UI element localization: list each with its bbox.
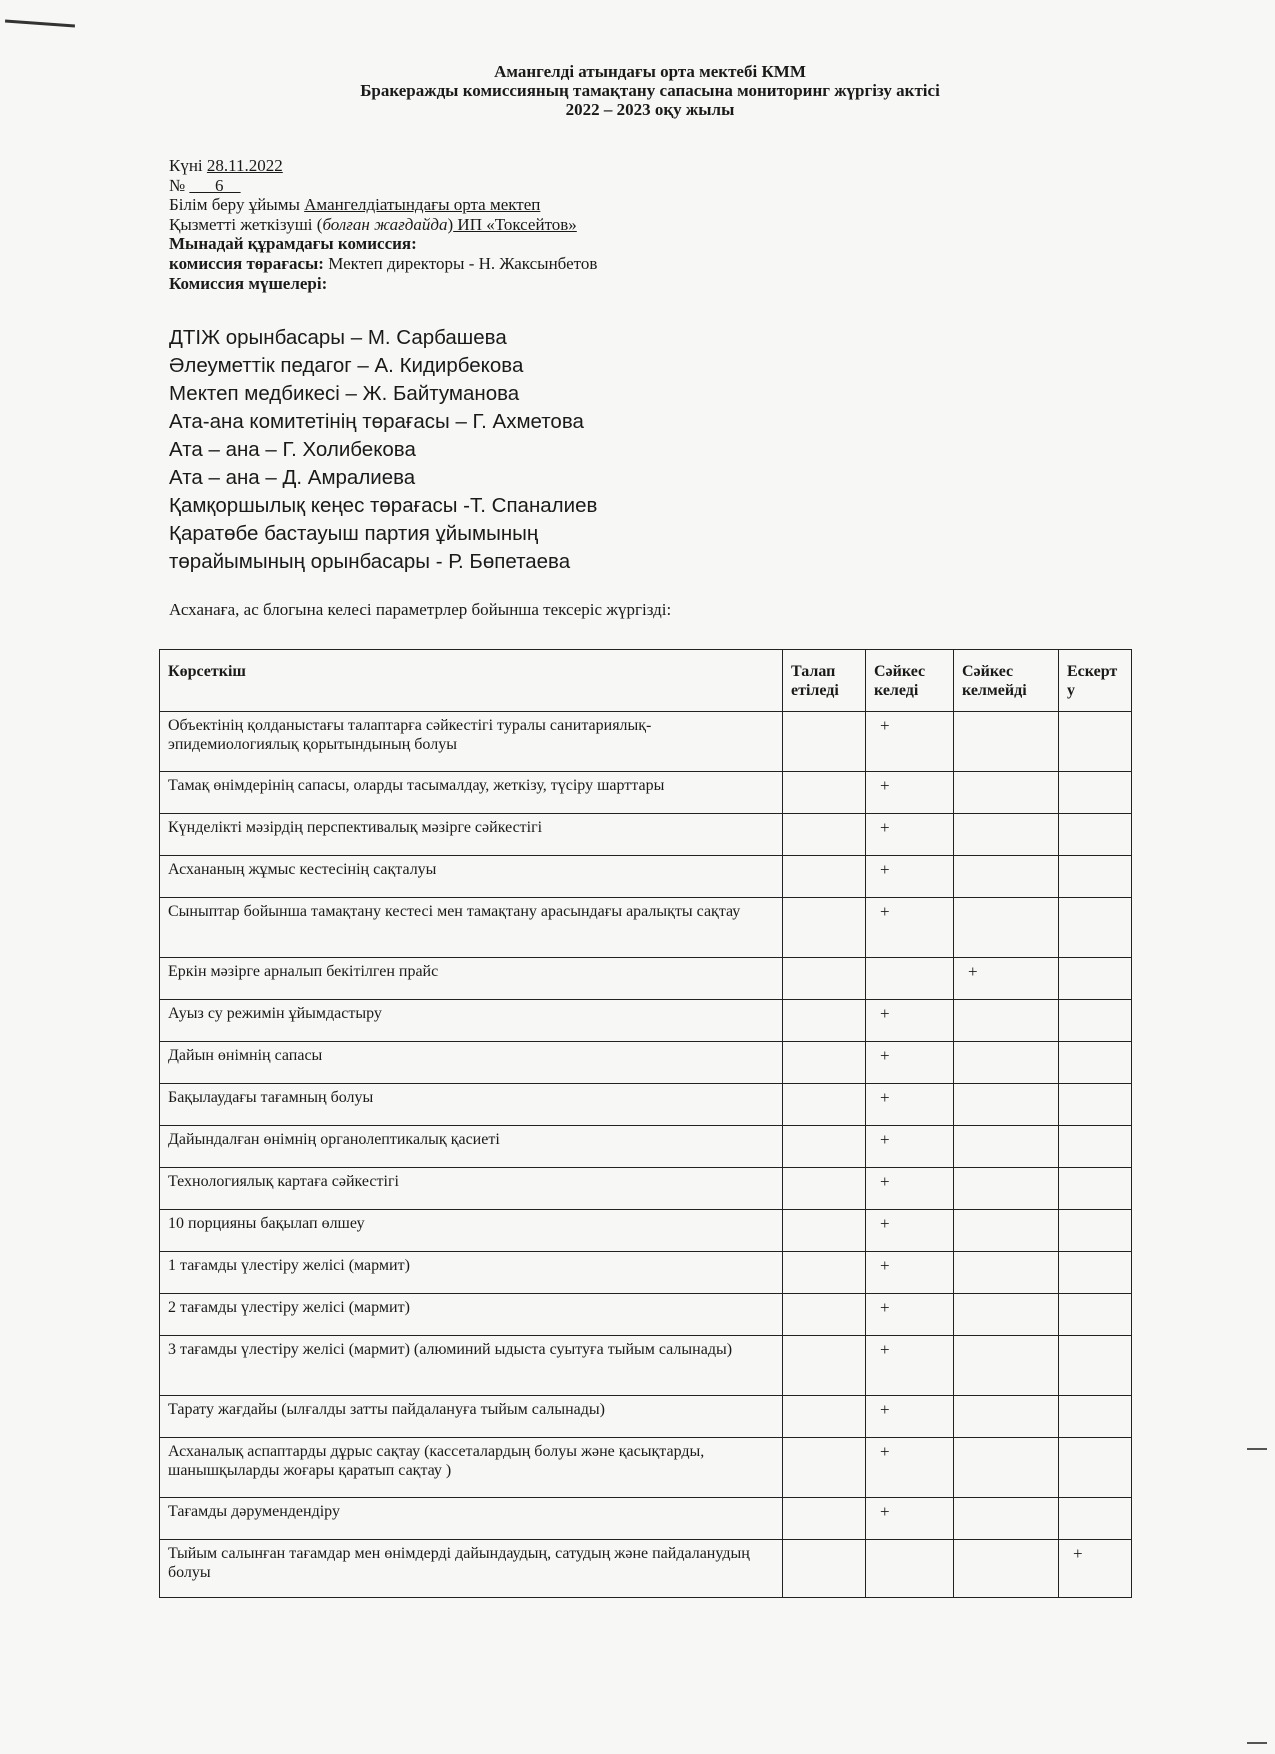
mark-cell <box>866 958 954 1000</box>
mark-cell <box>1059 856 1132 898</box>
mark-cell <box>1059 1294 1132 1336</box>
table-row <box>160 1168 1132 1210</box>
mark-cell: + <box>866 856 954 898</box>
scan-mark <box>1247 1448 1267 1450</box>
mark-cell <box>783 1168 866 1210</box>
mark-cell <box>954 1000 1059 1042</box>
mark-cell: + <box>866 1126 954 1168</box>
indicator-cell: Ауыз су режимін ұйымдастыру <box>160 1000 783 1042</box>
scan-mark <box>1247 1742 1267 1744</box>
member-item: ДТІЖ орынбасары – М. Сарбашева <box>169 326 507 349</box>
mark-cell <box>1059 898 1132 958</box>
table-row <box>160 1126 1132 1168</box>
table-row <box>160 1210 1132 1252</box>
mark-cell <box>783 1396 866 1438</box>
mark-cell <box>1059 1168 1132 1210</box>
member-item: Әлеуметтік педагог – А. Кидирбекова <box>169 354 524 377</box>
mark-cell <box>783 1000 866 1042</box>
indicator-cell: Тарату жағдайы (ылғалды затты пайдалануға тыйым салынады) <box>160 1396 783 1438</box>
indicator-cell: Дайын өнімнің сапасы <box>160 1042 783 1084</box>
member-item: Ата – ана – Г. Холибекова <box>169 438 416 461</box>
indicator-cell: Бақылаудағы тағамның болуы <box>160 1084 783 1126</box>
number-label: № <box>169 175 190 195</box>
mark-cell <box>783 898 866 958</box>
col-not-complies: Сәйкес келмейді <box>954 650 1059 712</box>
indicator-cell: Технологиялық картаға сәйкестігі <box>160 1168 783 1210</box>
mark-cell <box>1059 1042 1132 1084</box>
table-row <box>160 814 1132 856</box>
mark-cell <box>954 712 1059 772</box>
member-item: Қамқоршылық кеңес төрағасы -Т. Спаналиев <box>169 494 598 517</box>
mark-cell <box>783 1336 866 1396</box>
org-line <box>169 195 1069 215</box>
supplier-label: Қызметті жеткізуші ( <box>169 214 323 234</box>
table-body <box>160 712 1132 1598</box>
members-heading: Комиссия мүшелері: <box>169 273 328 293</box>
mark-cell: + <box>866 1294 954 1336</box>
table-row <box>160 1252 1132 1294</box>
mark-cell: + <box>866 1336 954 1396</box>
chair-value: Мектеп директоры - Н. Жаксынбетов <box>323 253 598 273</box>
table-row <box>160 856 1132 898</box>
mark-cell: + <box>866 1438 954 1498</box>
mark-cell: + <box>954 958 1059 1000</box>
mark-cell <box>783 1042 866 1084</box>
member-item: төрайымының орынбасары - Р. Бөпетаева <box>169 550 571 573</box>
date-value: 28.11.2022 <box>206 156 283 175</box>
document-header <box>150 62 1150 119</box>
mark-cell <box>783 1438 866 1498</box>
member-item: Ата – ана – Д. Амралиева <box>169 466 416 489</box>
inspection-table <box>159 649 1132 1598</box>
indicator-cell: Күнделікті мәзірдің перспективалық мәзірге сәйкестігі <box>160 814 783 856</box>
table-row <box>160 898 1132 958</box>
mark-cell <box>954 1540 1059 1598</box>
mark-cell <box>1059 772 1132 814</box>
mark-cell: + <box>866 1252 954 1294</box>
table-row <box>160 1540 1132 1598</box>
mark-cell <box>954 1168 1059 1210</box>
mark-cell <box>1059 1396 1132 1438</box>
mark-cell <box>954 1252 1059 1294</box>
table-row <box>160 1498 1132 1540</box>
mark-cell <box>1059 1084 1132 1126</box>
table-row <box>160 772 1132 814</box>
indicator-cell: 3 тағамды үлестіру желісі (мармит) (алюминий ыдыста суытуға тыйым салынады) <box>160 1336 783 1396</box>
mark-cell: + <box>866 1084 954 1126</box>
col-complies: Сәйкес келеді <box>866 650 954 712</box>
act-title: Бракеражды комиссияның тамақтану сапасына мониторинг жүргізу актісі <box>360 81 940 100</box>
mark-cell <box>1059 1126 1132 1168</box>
mark-cell <box>954 772 1059 814</box>
mark-cell <box>954 898 1059 958</box>
mark-cell <box>1059 1000 1132 1042</box>
mark-cell: + <box>866 712 954 772</box>
member-item: Қаратөбе бастауыш партия ұйымының <box>169 522 539 545</box>
table-row <box>160 1438 1132 1498</box>
mark-cell: + <box>866 814 954 856</box>
indicator-cell: Тыйым салынған тағамдар мен өнімдерді дайындаудың, сатудың және пайдаланудың болуы <box>160 1540 783 1598</box>
mark-cell: + <box>866 1000 954 1042</box>
indicator-cell: 1 тағамды үлестіру желісі (мармит) <box>160 1252 783 1294</box>
mark-cell <box>1059 814 1132 856</box>
mark-cell <box>783 1294 866 1336</box>
mark-cell <box>954 1294 1059 1336</box>
mark-cell <box>783 772 866 814</box>
mark-cell <box>783 1540 866 1598</box>
indicator-cell: 10 порцияны бақылап өлшеу <box>160 1210 783 1252</box>
mark-cell <box>954 814 1059 856</box>
members-list <box>169 324 1069 576</box>
table-header-row <box>160 650 1132 712</box>
date-label: Күні <box>169 156 207 175</box>
mark-cell <box>783 1498 866 1540</box>
mark-cell: + <box>866 1498 954 1540</box>
table-row <box>160 1084 1132 1126</box>
supplier-value: ИП «Токсейтов» <box>453 214 577 234</box>
chair-label: комиссия төрағасы: <box>169 253 324 273</box>
mark-cell <box>954 1126 1059 1168</box>
mark-cell <box>1059 1336 1132 1396</box>
date-line <box>169 156 1069 176</box>
table-row <box>160 958 1132 1000</box>
mark-cell <box>954 1042 1059 1084</box>
table-row <box>160 1000 1132 1042</box>
mark-cell <box>954 1084 1059 1126</box>
mark-cell <box>954 1396 1059 1438</box>
mark-cell <box>1059 1498 1132 1540</box>
mark-cell: + <box>866 772 954 814</box>
mark-cell <box>954 1498 1059 1540</box>
mark-cell <box>1059 1252 1132 1294</box>
indicator-cell: Объектінің қолданыстағы талаптарға сәйкестігі туралы санитариялық-эпидемиологиялық қорытындының болуы <box>160 712 783 772</box>
mark-cell <box>1059 958 1132 1000</box>
indicator-cell: Асханалық аспаптарды дұрыс сақтау (кассеталардың болуы және қасықтарды, шанышқыларды жоғары қаратып сақтау ) <box>160 1438 783 1498</box>
indicator-cell: 2 тағамды үлестіру желісі (мармит) <box>160 1294 783 1336</box>
mark-cell <box>783 1084 866 1126</box>
mark-cell <box>783 1126 866 1168</box>
mark-cell <box>1059 712 1132 772</box>
supplier-close: ) <box>447 214 454 234</box>
scan-mark <box>5 20 75 28</box>
table-row <box>160 712 1132 772</box>
col-required: Талап етіледі <box>783 650 866 712</box>
col-note: Ескерт у <box>1059 650 1132 712</box>
academic-year: 2022 – 2023 оқу жылы <box>565 100 735 119</box>
table-row <box>160 1294 1132 1336</box>
mark-cell <box>954 1438 1059 1498</box>
meta-block <box>169 156 1069 293</box>
mark-cell: + <box>866 1168 954 1210</box>
mark-cell <box>954 1336 1059 1396</box>
mark-cell: + <box>866 1396 954 1438</box>
indicator-cell: Еркін мәзірге арналып бекітілген прайс <box>160 958 783 1000</box>
intro-text: Асханаға, ас блогына келесі параметрлер бойынша тексеріс жүргізді: <box>169 600 672 619</box>
org-value: Амангелдіатындағы орта мектеп <box>304 195 541 215</box>
number-value: ___6__ <box>189 175 241 195</box>
table-row <box>160 1396 1132 1438</box>
chair-line <box>169 254 1069 274</box>
table-row <box>160 1042 1132 1084</box>
indicator-cell: Тағамды дәрумендендіру <box>160 1498 783 1540</box>
indicator-cell: Сыныптар бойынша тамақтану кестесі мен тамақтану арасындағы аралықты сақтау <box>160 898 783 958</box>
supplier-line <box>169 215 1069 235</box>
indicator-cell: Асхананың жұмыс кестесінің сақталуы <box>160 856 783 898</box>
mark-cell <box>783 856 866 898</box>
col-indicator: Көрсеткіш <box>160 650 783 712</box>
mark-cell <box>954 856 1059 898</box>
mark-cell <box>1059 1438 1132 1498</box>
number-line <box>169 176 1069 196</box>
member-item: Мектеп медбикесі – Ж. Байтуманова <box>169 382 520 405</box>
indicator-cell: Тамақ өнімдерінің сапасы, оларды тасымалдау, жеткізу, түсіру шарттары <box>160 772 783 814</box>
school-name: Амангелді атындағы орта мектебі КММ <box>494 62 806 81</box>
supplier-italic: болған жағдайда <box>322 214 448 234</box>
commission-heading: Мынадай құрамдағы комиссия: <box>169 234 417 254</box>
mark-cell: + <box>1059 1540 1132 1598</box>
org-label: Білім беру ұйымы <box>169 195 305 215</box>
mark-cell <box>1059 1210 1132 1252</box>
mark-cell <box>783 712 866 772</box>
table-row <box>160 1336 1132 1396</box>
mark-cell: + <box>866 898 954 958</box>
indicator-cell: Дайындалған өнімнің органолептикалық қасиеті <box>160 1126 783 1168</box>
mark-cell: + <box>866 1042 954 1084</box>
mark-cell <box>783 814 866 856</box>
mark-cell <box>783 1252 866 1294</box>
member-item: Ата-ана комитетінің төрағасы – Г. Ахметова <box>169 410 584 433</box>
mark-cell <box>783 958 866 1000</box>
mark-cell <box>866 1540 954 1598</box>
mark-cell <box>954 1210 1059 1252</box>
mark-cell <box>783 1210 866 1252</box>
mark-cell: + <box>866 1210 954 1252</box>
